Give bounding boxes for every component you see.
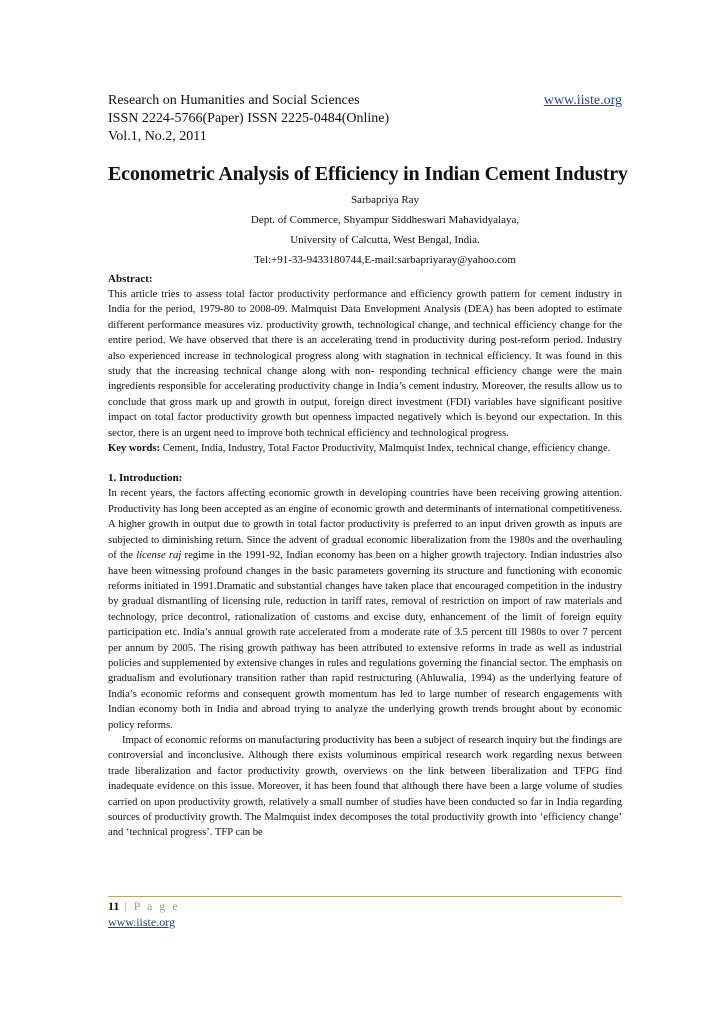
- introduction-heading: 1. Introduction:: [108, 472, 183, 485]
- abstract-heading: Abstract:: [108, 273, 153, 285]
- page-number-line: [108, 898, 622, 914]
- footer-website-link[interactable]: www.iiste.org: [108, 915, 175, 929]
- footer-rule: [108, 896, 622, 897]
- page-label: | P a g e: [119, 899, 180, 913]
- author-contact: Tel:+91-33-9433180744,E-mail:sarbapriyaray@yahoo.com: [254, 254, 516, 266]
- paper-page: [108, 92, 628, 841]
- introduction-paragraph-2: Impact of economic reforms on manufacturing productivity has been a subject of research inquiry but the findings are controversial and inconclusive. Although there exists voluminous empirical research work regarding nexus between trade liberalization and factor productivity growth, overviews on the link between liberalization and TFPG find inadequate evidence on this issue. Moreover, it has been found that although there have been a large volume of studies carried on upon productivity growth, relatively a small number of studies have been conducted so far in India regarding sources of productivity growth. The Malmquist index decomposes the total productivity growth into ‘efficiency change’ and ‘technical progress’. TFP can be: [108, 734, 622, 839]
- issn-line: ISSN 2224-5766(Paper) ISSN 2225-0484(Online): [108, 111, 390, 126]
- keywords-text: Cement, India, Industry, Total Factor Productivity, Malmquist Index, technical change, efficiency change.: [160, 443, 611, 455]
- page-footer: [108, 896, 622, 930]
- page-number: 11: [108, 899, 120, 913]
- introduction-paragraph-1: [108, 486, 622, 733]
- journal-name: Research on Humanities and Social Sciences: [108, 93, 360, 108]
- intro-p1-part-b: regime in the 1991-92, Indian economy has been on a higher growth trajectory. Indian industries also have been witnessing profound changes in the basic parameters governing its structure and functioning with economic reforms initiated in 1991.Dramatic and substantial changes have taken place that encouraged competition in the industry by gradual dismantling of licensing rule, reduction in tariff rates, removal of restriction on import of raw materials and technology, price decontrol, rationalization of customs and excise duty, enhancement of the limit of foreign equity participation etc. India’s annual growth rate accelerated from a moderate rate of 3.5 percent till 1980s to over 7 percent per annum by 2005. The rising growth pathway has been attributed to extensive reforms in trade as well as industrial policies and supplemented by extensive changes in rules and regulations governing the financial sector. The emphasis on gradualism and evolutionary transition rather than rapid restructuring (Ahluwalia, 1994) as the underlying feature of India’s economic reforms and consequent growth momentum has led to large number of research engagements with Indian economy both in India and abroad trying to analyze the underlying growth trends brought about by economic policy reforms.: [108, 550, 622, 731]
- author-affiliation-dept: Dept. of Commerce, Shyampur Siddheswari Mahavidyalaya,: [250, 214, 520, 226]
- author-name: Sarbapriya Ray: [350, 194, 420, 206]
- author-affiliation-university: University of Calcutta, West Bengal, India.: [290, 234, 480, 246]
- volume-line: Vol.1, No.2, 2011: [108, 129, 207, 144]
- intro-p1-part-a: In recent years, the factors affecting economic growth in developing countries have been receiving growing attention. Productivity has long been accepted as an engine of economic growth and determinants of international competitiveness. A higher growth in output due to growth in total factor productivity is preferred to an input driven growth as inputs are subjected to diminishing return. Since the advent of gradual economic liberalization from the 1980s and the overhauling of the: [108, 488, 622, 562]
- keywords-label: Key words:: [108, 443, 161, 455]
- intro-p1-italic: license raj: [136, 550, 182, 562]
- abstract-text: This article tries to assess total factor productivity performance and efficiency growth pattern for cement industry in India for the period, 1979-80 to 2008-09. Malmquist Data Envelopment Analysis (DEA) has been adopted to estimate different performance measures viz. productivity growth, technological change, and technical efficiency change for the entire period. We have observed that there is an accelerating trend in productivity during post-reform period. Industry also experienced increase in technological progress along with stagnation in technical efficiency. It was found in this study that the increasing technical change along with non- responding technical efficiency change were the main ingredients responsible for accelerating productivity change in India’s cement industry. Moreover, the results allow us to conclude that gross mark up and growth in output, foreign direct investment (FDI) variables have significant positive impact on total factor productivity growth but openness impacted negatively which is beyond our expectation. In this sector, there is an urgent need to improve both technical efficiency and technological progress.: [108, 289, 622, 439]
- paper-title: Econometric Analysis of Efficiency in Indian Cement Industry: [108, 163, 628, 185]
- journal-header: [108, 92, 622, 146]
- journal-website-link[interactable]: www.iiste.org: [543, 93, 622, 108]
- keywords: [108, 441, 622, 456]
